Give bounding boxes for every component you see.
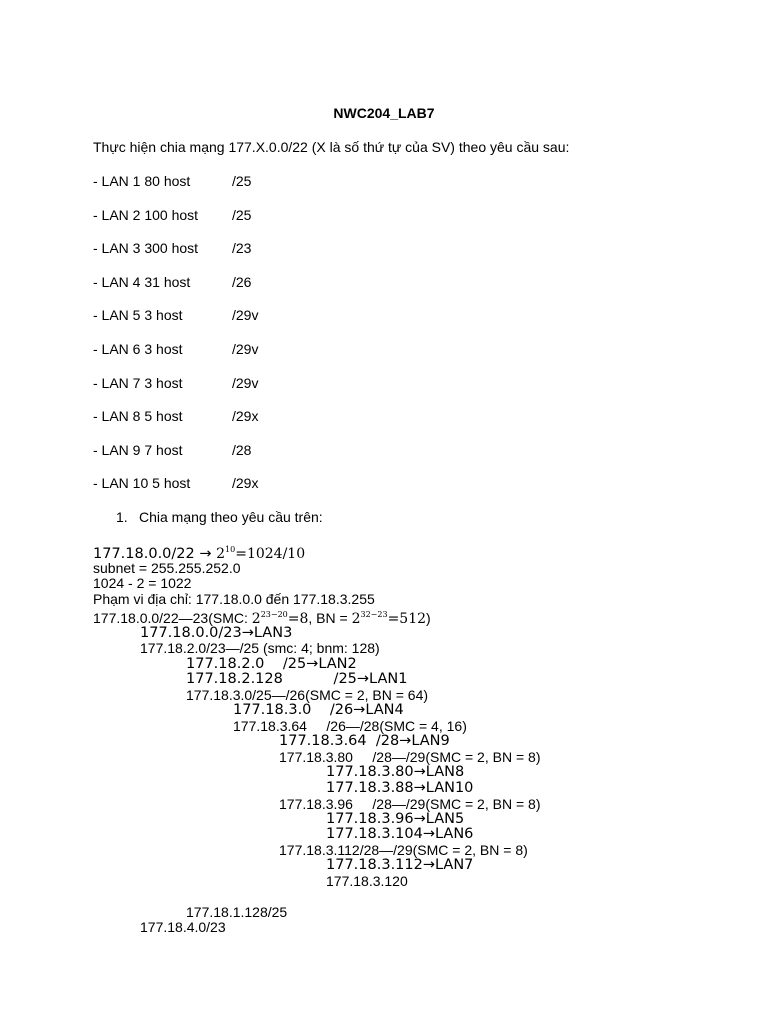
subnet-line: 177.18.3.112/28—/29(SMC = 2, BN = 8)	[279, 842, 528, 858]
subnet-line: 177.18.1.128/25	[186, 904, 288, 920]
lan-prefix: /25	[232, 207, 252, 223]
lan-name: - LAN 8 5 host	[93, 408, 183, 424]
lan-prefix: /29x	[232, 408, 259, 424]
numbered-list-item	[116, 508, 323, 526]
split-line: 177.18.0.0/22—23(SMC: $2^{23-20}=8$, BN = $2^{32-23}=512$)	[93, 610, 431, 627]
subnet-line: 177.18.3.0/25—/26(SMC = 2, BN = 64)	[186, 687, 429, 703]
subnet-line: 177.18.2.0/23—/25 (smc: 4; bnm: 128)	[140, 640, 380, 656]
host-count-line: 1024 - 2 = 1022	[93, 575, 192, 591]
list-number: 1.	[116, 509, 128, 525]
lan-prefix: /29v	[232, 307, 259, 323]
lan-name: - LAN 3 300 host	[93, 240, 199, 256]
subnet-line: 177.18.3.104→LAN6	[326, 826, 474, 842]
subnet-line: 177.18.3.112→LAN7	[326, 857, 474, 873]
lan-name: - LAN 2 100 host	[93, 207, 199, 223]
power-formula: $2^{10}=1024/10$	[216, 545, 306, 562]
lan-prefix: /25	[232, 173, 252, 189]
lan-name: - LAN 1 80 host	[93, 173, 191, 189]
subnet-line: 177.18.3.96→LAN5	[326, 811, 465, 827]
lan-prefix: /29x	[232, 475, 259, 491]
lan-prefix: /26	[232, 274, 252, 290]
lan-name: - LAN 4 31 host	[93, 274, 191, 290]
document-title: NWC204_LAB7	[333, 105, 435, 121]
subnet-line: 177.18.3.80 /28—/29(SMC = 2, BN = 8)	[279, 749, 541, 765]
subnet-mask-line: subnet = 255.255.252.0	[93, 560, 241, 576]
subnet-line: 177.18.3.0 /26→LAN4	[233, 702, 404, 718]
network-block: 177.18.0.0/22 →	[93, 546, 217, 562]
subnet-line: 177.18.2.128 /25→LAN1	[186, 671, 408, 687]
subnet-line: 177.18.2.0 /25→LAN2	[186, 656, 357, 672]
lan-prefix: /23	[232, 240, 252, 256]
lan-prefix: /29v	[232, 341, 259, 357]
lan-name: - LAN 7 3 host	[93, 375, 183, 391]
network-block-line	[93, 542, 305, 562]
list-text: Chia mạng theo yêu cầu trên:	[139, 509, 323, 525]
address-range-line: Phạm vi địa chỉ: 177.18.0.0 đến 177.18.3.255	[93, 591, 375, 607]
subnet-line: 177.18.0.0/23→LAN3	[140, 625, 293, 641]
lan-name: - LAN 10 5 host	[93, 475, 191, 491]
subnet-line: 177.18.3.80→LAN8	[326, 764, 465, 780]
subnet-line: 177.18.3.120	[326, 873, 408, 889]
subnet-line: 177.18.3.88→LAN10	[326, 780, 474, 796]
intro-paragraph: Thực hiện chia mạng 177.X.0.0/22 (X là số thứ tự của SV) theo yêu cầu sau:	[93, 139, 570, 155]
lan-prefix: /28	[232, 442, 252, 458]
lan-name: - LAN 6 3 host	[93, 341, 183, 357]
subnet-line: 177.18.3.64 /28→LAN9	[279, 733, 450, 749]
lan-name: - LAN 9 7 host	[93, 442, 183, 458]
subnet-line: 177.18.4.0/23	[140, 919, 226, 935]
subnet-line: 177.18.3.64 /26—/28(SMC = 4, 16)	[233, 718, 467, 734]
subnet-line: 177.18.3.96 /28—/29(SMC = 2, BN = 8)	[279, 796, 541, 812]
lan-name: - LAN 5 3 host	[93, 307, 183, 323]
lan-prefix: /29v	[232, 375, 259, 391]
